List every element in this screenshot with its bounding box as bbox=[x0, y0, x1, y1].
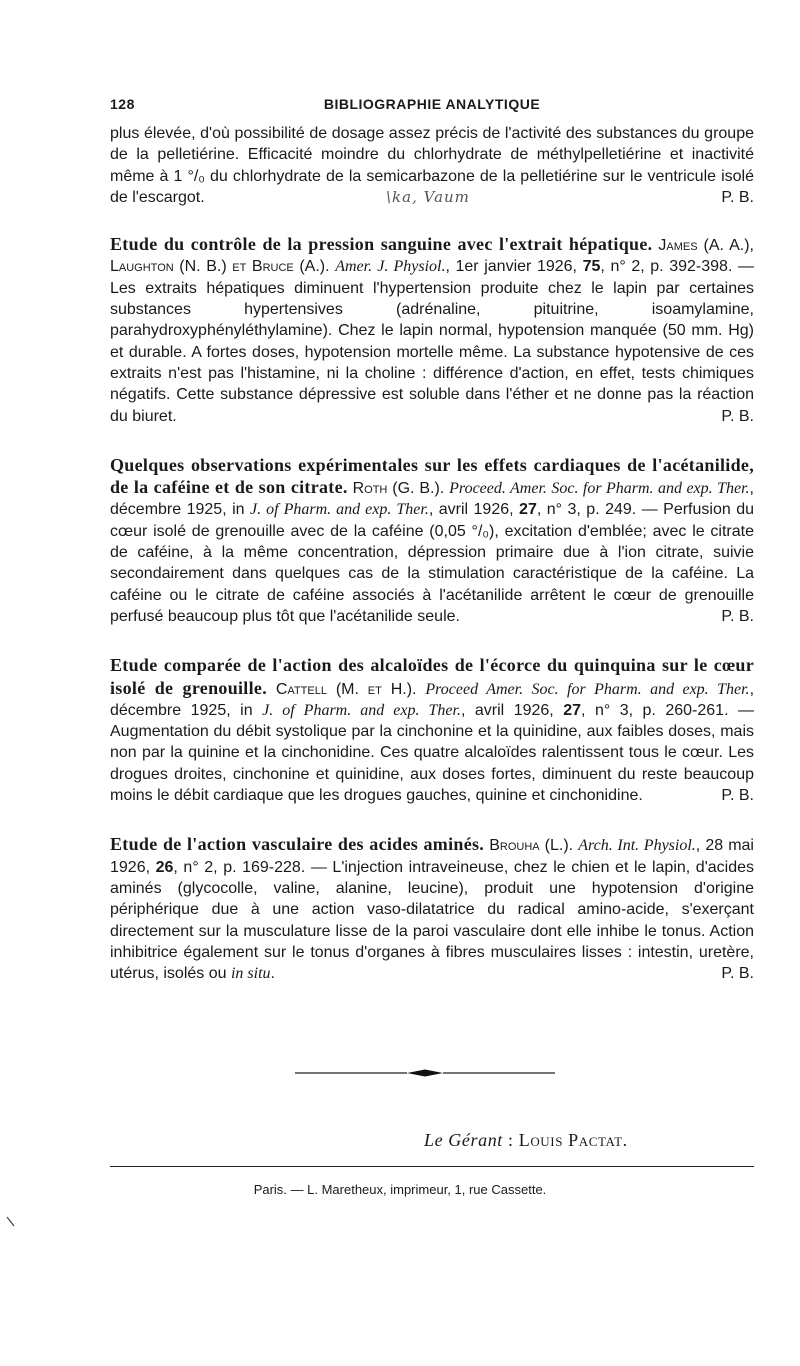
entry-volume: 26 bbox=[155, 858, 174, 876]
reviewer-initials: P. B. bbox=[721, 188, 754, 206]
reviewer-initials: P. B. bbox=[721, 965, 754, 983]
entry-volume: 75 bbox=[582, 258, 601, 276]
entry-abstract-italic: in situ bbox=[230, 965, 271, 983]
page-number: 128 bbox=[110, 96, 135, 112]
publisher-signature bbox=[424, 1130, 628, 1151]
signature-rule bbox=[110, 1166, 754, 1167]
entry-title: Quelques observations expérimentales sur les effets cardiaques de l'acétanilide, de la caféine et de son citrate. bbox=[110, 454, 754, 498]
entry-date-secondary: , avril 1926, bbox=[428, 501, 520, 519]
page-header bbox=[110, 92, 754, 118]
entry-journal-secondary: J. of Pharm. and exp. Ther. bbox=[262, 701, 461, 719]
signature-label: Le Gérant bbox=[424, 1130, 503, 1150]
entry-date: , décembre 1925, in bbox=[110, 680, 755, 719]
reviewer-initials: P. B. bbox=[721, 607, 754, 625]
entry-authors: James (A. A.), Laughton (N. B.) et Bruce (A.). bbox=[110, 237, 754, 276]
bibliography-entry bbox=[110, 655, 754, 806]
entry-issue-pages: , n° 3, p. 249. bbox=[536, 501, 637, 519]
signature-name: Louis Pactat. bbox=[518, 1130, 628, 1150]
handwritten-annotation: \ka, Vaum bbox=[386, 188, 470, 206]
entry-issue-pages: , n° 2, p. 169-228. bbox=[173, 858, 306, 876]
entry-authors: Cattell (M. et H.). bbox=[275, 680, 417, 698]
entry-abstract: — Augmentation du débit systolique par la cinchonine et la quinidine, aux faibles doses, mais non par la quinine et la cinchonidine. Ces quatre alcaloïdes ralentissent tous le cœur. Les drogues droites, cinchonine et quinidine, aux doses fortes, diminuent du reste beaucoup moins le débit cardiaque que les drogues gauches, quinine et cinchonidine. bbox=[110, 701, 755, 805]
reviewer-initials: P. B. bbox=[721, 787, 754, 805]
entry-issue-pages: , n° 2, p. 392-398. bbox=[600, 258, 733, 276]
entry-title: Etude de l'action vasculaire des acides aminés. bbox=[110, 834, 485, 855]
entry-title: Etude comparée de l'action des alcaloïdes de l'écorce du quinquina sur le cœur isolé de grenouille. bbox=[110, 655, 754, 698]
entry-volume: 27 bbox=[519, 501, 537, 519]
entry-volume: 27 bbox=[563, 701, 582, 719]
bibliography-entry bbox=[110, 455, 754, 627]
entry-authors: Roth (G. B.). bbox=[352, 480, 445, 498]
bibliography-entry bbox=[110, 234, 754, 427]
entry-date: , 1er janvier 1926, bbox=[445, 258, 583, 276]
printer-imprint: Paris. — L. Maretheux, imprimeur, 1, rue Cassette. bbox=[253, 1182, 547, 1197]
entry-journal: Proceed Amer. Soc. for Pharm. and exp. Ther. bbox=[425, 680, 750, 698]
entry-abstract-end: . bbox=[270, 965, 275, 983]
running-title: BIBLIOGRAPHIE ANALYTIQUE bbox=[323, 96, 541, 112]
entry-journal: Proceed. Amer. Soc. for Pharm. and exp. Ther. bbox=[449, 480, 750, 498]
entry-date: , 28 mai 1926, bbox=[110, 837, 754, 876]
signature-separator: : bbox=[502, 1130, 519, 1150]
bibliography-entry bbox=[110, 834, 754, 984]
article-body bbox=[110, 123, 754, 984]
entry-title: Etude du contrôle de la pression sanguine avec l'extrait hépatique. bbox=[110, 234, 653, 255]
entry-issue-pages: , n° 3, p. 260-261. bbox=[581, 701, 729, 719]
reviewer-initials: P. B. bbox=[721, 407, 754, 425]
entry-journal: Arch. Int. Physiol. bbox=[578, 837, 696, 855]
entry-journal: Amer. J. Physiol. bbox=[335, 258, 446, 276]
entry-authors: Brouha (L.). bbox=[489, 837, 574, 855]
entry-date: , décembre 1925, in bbox=[110, 480, 754, 519]
entry-abstract: — Perfusion du cœur isolé de grenouille avec de la caféine (0,05 °/₀), excitation d'emblée; avec le citrate de caféine, à la même concentration, dépression primaire due à l'ion citrate, suivie secondairement dans quelques cas de la stimulation caractéristique de la caféine. La caféine ou le citrate de caféine associés à l'acétanilide arrêtent le cœur de grenouille perfusé beaucoup plus tôt que l'acétanilide seule. bbox=[110, 501, 755, 625]
continued-text: plus élevée, d'où possibilité de dosage assez précis de l'activité des substances du groupe de la pelletiérine. Efficacité moindre du chlorhydrate de méthylpelletiérine et inactivité même à 1 °/₀ du chlorhydrate de la semicarbazone de la pelletiérine sur le ventricule isolé de l'escargot. bbox=[110, 125, 754, 206]
fleuron-divider bbox=[295, 1068, 555, 1078]
entry-abstract: — L'injection intraveineuse, chez le chien et le lapin, d'acides aminés (glycocolle, valine, alanine, leucine), produit une hypotension d'origine périphérique due à une action vaso-dilatatrice du radical amino-acide, s'exerçant directement sur la musculature lisse de la paroi vasculaire dont elle inhibe le tonus. Action inhibitrice également sur le tonus d'organes à fibres musculaires lisses : intestin, uretère, utérus, isolés ou bbox=[110, 858, 754, 983]
entry-date-secondary: , avril 1926, bbox=[460, 701, 564, 719]
entry-abstract: — Les extraits hépatiques diminuent l'hypertension produite chez le lapin par certaines substances hypertensives (adrénaline, pituitrine, isoamylamine, parahydroxyphényléthylamine). Chez le lapin normal, hypotension manquée (50 mm. Hg) et durable. A fortes doses, hypotension mortelle même. La substance hypotensive de ces extraits n'est pas l'histamine, ni la choline : différence d'action, en effet, tests chimiques négatifs. Cette substance dépressive est soluble dans l'éther et ne donne pas la réaction du biuret. bbox=[110, 258, 754, 425]
stray-mark bbox=[6, 1216, 16, 1228]
page-content bbox=[110, 92, 754, 984]
entry-journal-secondary: J. of Pharm. and exp. Ther. bbox=[250, 501, 429, 519]
